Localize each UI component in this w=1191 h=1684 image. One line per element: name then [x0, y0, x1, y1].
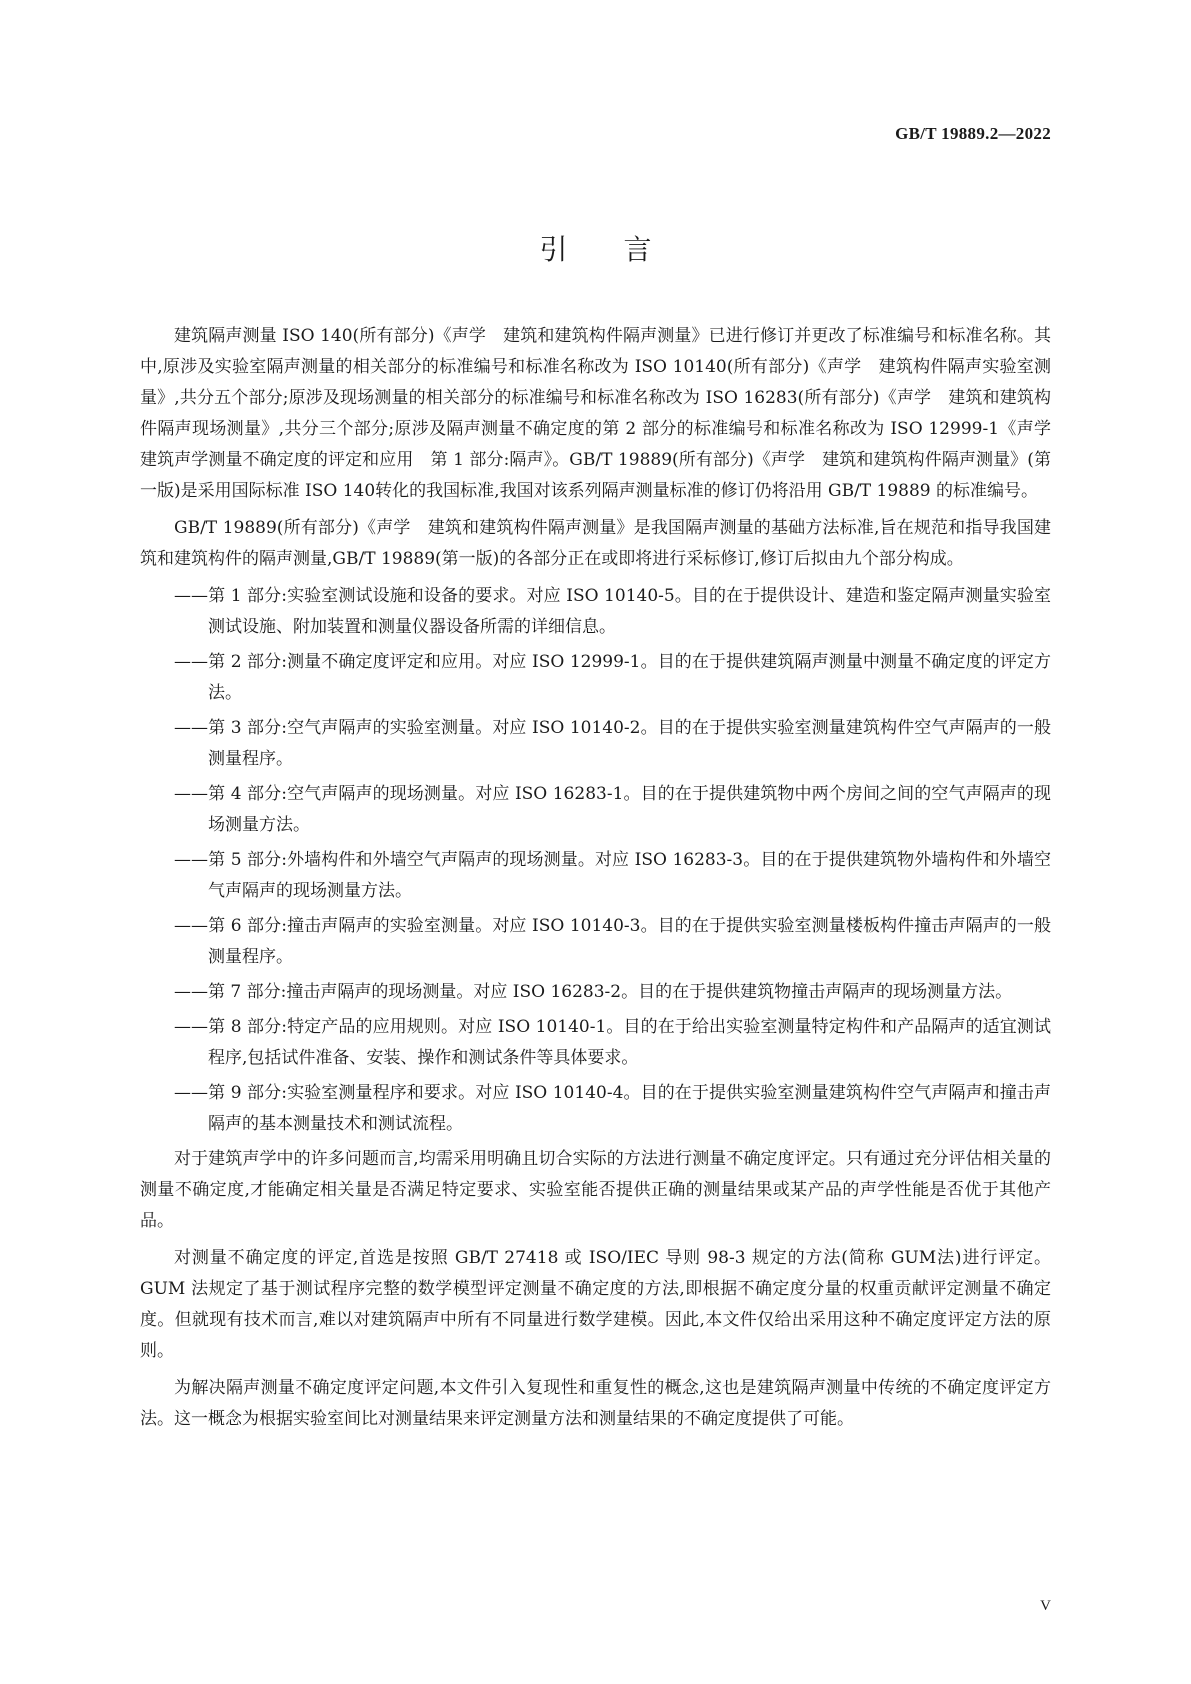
- list-dash: ——: [174, 1083, 208, 1103]
- body-paragraph-reproducibility: 为解决隔声测量不确定度评定问题,本文件引入复现性和重复性的概念,这也是建筑隔声测量中传统的不确定度评定方法。这一概念为根据实验室间比对测量结果来评定测量方法和测量结果的不确定度提供了可能。: [140, 1378, 1051, 1429]
- list-item-text: 第 6 部分:撞击声隔声的实验室测量。对应 ISO 10140-3。目的在于提供实验室测量楼板构件撞击声隔声的一般测量程序。: [208, 916, 1051, 967]
- list-dash: ——: [174, 1017, 208, 1037]
- list-item-text: 第 9 部分:实验室测量程序和要求。对应 ISO 10140-4。目的在于提供实验室测量建筑构件空气声隔声和撞击声隔声的基本测量技术和测试流程。: [208, 1083, 1051, 1134]
- list-dash: ——: [174, 784, 208, 804]
- intro-paragraph-2: GB/T 19889(所有部分)《声学 建筑和建筑构件隔声测量》是我国隔声测量的基础方法标准,旨在规范和指导我国建筑和建筑构件的隔声测量,GB/T 19889(第一版)的各部分正在或即将进行采标修订,修订后拟由九个部分构成。: [140, 518, 1051, 569]
- list-item-part-6: [140, 911, 1051, 973]
- body-paragraph-gum: 对测量不确定度的评定,首选是按照 GB/T 27418 或 ISO/IEC 导则 98-3 规定的方法(简称 GUM法)进行评定。GUM 法规定了基于测试程序完整的数学模型评定测量不确定度的方法,即根据不确定度分量的权重贡献评定测量不确定度。但就现有技术而言,难以对建筑隔声中所有不同量进行数学建模。因此,本文件仅给出采用这种不确定度评定方法的原则。: [140, 1248, 1051, 1361]
- list-item-text: 第 2 部分:测量不确定度评定和应用。对应 ISO 12999-1。目的在于提供建筑隔声测量中测量不确定度的评定方法。: [208, 652, 1051, 703]
- list-item-text: 第 3 部分:空气声隔声的实验室测量。对应 ISO 10140-2。目的在于提供实验室测量建筑构件空气声隔声的一般测量程序。: [208, 718, 1051, 769]
- list-item-text: 第 7 部分:撞击声隔声的现场测量。对应 ISO 16283-2。目的在于提供建筑物撞击声隔声的现场测量方法。: [208, 982, 1013, 1002]
- list-item-text: 第 8 部分:特定产品的应用规则。对应 ISO 10140-1。目的在于给出实验室测量特定构件和产品隔声的适宜测试程序,包括试件准备、安装、操作和测试条件等具体要求。: [208, 1017, 1051, 1068]
- standard-code: GB/T 19889.2—2022: [895, 124, 1051, 143]
- page-number: V: [1040, 1598, 1051, 1614]
- list-dash: ——: [174, 916, 208, 936]
- body-paragraph-uncertainty: 对于建筑声学中的许多问题而言,均需采用明确且切合实际的方法进行测量不确定度评定。只有通过充分评估相关量的测量不确定度,才能确定相关量是否满足特定要求、实验室能否提供正确的测量结果或某产品的声学性能是否优于其他产品。: [140, 1149, 1051, 1231]
- list-item-part-3: [140, 713, 1051, 775]
- document-body: [140, 321, 1068, 1441]
- list-dash: ——: [174, 718, 208, 738]
- list-dash: ——: [174, 850, 208, 870]
- list-item-part-5: [140, 845, 1051, 907]
- list-item-text: 第 1 部分:实验室测试设施和设备的要求。对应 ISO 10140-5。目的在于提供设计、建造和鉴定隔声测量实验室测试设施、附加装置和测量仪器设备所需的详细信息。: [208, 586, 1051, 637]
- page-title: 引言: [539, 233, 708, 266]
- list-dash: ——: [174, 586, 208, 606]
- list-item-part-9: [140, 1078, 1051, 1140]
- list-dash: ——: [174, 652, 208, 672]
- list-item-part-1: [140, 581, 1051, 643]
- list-dash: ——: [174, 982, 208, 1002]
- list-item-part-7: [140, 977, 1051, 1008]
- list-item-text: 第 4 部分:空气声隔声的现场测量。对应 ISO 16283-1。目的在于提供建筑物中两个房间之间的空气声隔声的现场测量方法。: [208, 784, 1051, 835]
- list-item-text: 第 5 部分:外墙构件和外墙空气声隔声的现场测量。对应 ISO 16283-3。目的在于提供建筑物外墙构件和外墙空气声隔声的现场测量方法。: [208, 850, 1051, 901]
- intro-paragraph-1: 建筑隔声测量 ISO 140(所有部分)《声学 建筑和建筑构件隔声测量》已进行修订并更改了标准编号和标准名称。其中,原涉及实验室隔声测量的相关部分的标准编号和标准名称改为 ISO 10140(所有部分)《声学 建筑构件隔声实验室测量》,共分五个部分;原涉及现场测量的相关部分的标准编号和标准名称改为 ISO 16283(所有部分)《声学 建筑和建筑构件隔声现场测量》,共分三个部分;原涉及隔声测量不确定度的第 2 部分的标准编号和标准名称改为 ISO 12999-1《声学 建筑声学测量不确定度的评定和应用 第 1 部分:隔声》。GB/T 19889(所有部分)《声学 建筑和建筑构件隔声测量》(第一版)是采用国际标准 ISO 140转化的我国标准,我国对该系列隔声测量标准的修订仍将沿用 GB/T 19889 的标准编号。: [140, 326, 1068, 501]
- list-item-part-2: [140, 647, 1051, 709]
- list-item-part-8: [140, 1012, 1051, 1074]
- list-item-part-4: [140, 779, 1051, 841]
